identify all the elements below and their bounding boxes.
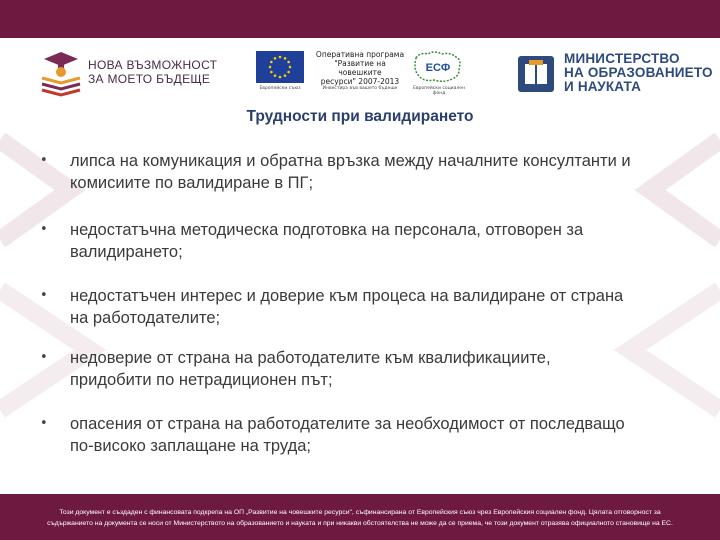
- footer-line1: Този документ е създаден с финансовата подкрепа на ОП „Развитие на човешките ресурси", съфинансирана от Европейския съюз чрез Европейския социален фонд. Цялата отговорност за: [59, 509, 661, 516]
- bullet-line: придобити по нетрадиционен път;: [70, 371, 333, 389]
- bullet-icon: •: [40, 153, 48, 168]
- bullet-icon: •: [40, 222, 48, 237]
- header-band-shape: [0, 0, 720, 38]
- eu-star-icon: [274, 57, 277, 60]
- eu-star-icon: [270, 61, 273, 64]
- bullet-line: недостатъчен интерес и доверие към процеса на валидиране от страна: [70, 287, 624, 305]
- esf-map-icon: [410, 48, 466, 86]
- eu-star-icon: [269, 66, 272, 69]
- graduate-books-icon: [36, 50, 86, 98]
- eu-star-icon: [287, 61, 290, 64]
- bullet-line: опасения от страна на работодателите за необходимост от последващо: [70, 415, 625, 433]
- ministry-logo: [516, 52, 556, 94]
- eu-caption: Европейски съюз: [259, 86, 301, 91]
- op-caption: Инвестира във вашето бъдеще: [322, 86, 398, 91]
- bullet-text: [70, 413, 625, 457]
- nova-vazmozhnost-line2: ЗА МОЕТО БЪДЕЩЕ: [88, 72, 211, 86]
- ministry-emblem-icon: [516, 52, 556, 94]
- ministry-line1: МИНИСТЕРСТВО: [564, 51, 680, 66]
- header-band: [0, 0, 720, 38]
- eu-star-icon: [289, 66, 292, 69]
- eu-star-icon: [274, 74, 277, 77]
- nova-vazmozhnost-text: [88, 58, 218, 86]
- op-line3: ресурси" 2007-2013: [320, 77, 400, 86]
- bullet-line: валидирането;: [70, 243, 183, 261]
- eu-star-icon: [287, 71, 290, 74]
- bullet-icon: •: [40, 350, 48, 365]
- operational-programme-text: [314, 50, 406, 86]
- list-item: [38, 347, 698, 391]
- slide-title: Трудности при валидирането: [246, 108, 474, 125]
- bullet-icon: •: [40, 416, 48, 431]
- ministry-name: [564, 52, 714, 94]
- eu-star-icon: [270, 71, 273, 74]
- eu-star-icon: [284, 57, 287, 60]
- list-item: [38, 285, 698, 329]
- esf-caption: Европейски социален фонд: [413, 86, 465, 96]
- esf-label: ЕСФ: [425, 62, 451, 74]
- bullet-line: липса на комуникация и обратна връзка между началните консултанти и: [70, 152, 631, 170]
- bullet-line: на работодателите;: [70, 309, 221, 327]
- bullet-line: комисиите по валидиране в ПГ;: [70, 174, 314, 192]
- footer-line2: съдържанието на документа се носи от Министерството на образованието и науката и при никакви обстоятелства не може да се приема, че този документ отразява официалното становище на ЕС.: [47, 520, 673, 527]
- eu-star-icon: [279, 56, 282, 59]
- bullet-text: [70, 219, 583, 263]
- op-line2: "Развитие на човешките: [334, 59, 386, 77]
- nova-vazmozhnost-line1: НОВА ВЪЗМОЖНОСТ: [88, 58, 218, 72]
- bullet-text: [70, 150, 631, 194]
- list-item: [38, 219, 698, 263]
- list-item: [38, 150, 698, 194]
- ministry-line3: И НАУКАТА: [564, 79, 642, 94]
- bullet-line: по-високо заплащане на труда;: [70, 437, 311, 455]
- eu-flag-logo: [256, 51, 304, 83]
- bullet-text: [70, 285, 623, 329]
- bullet-text: [70, 347, 551, 391]
- bullet-icon: •: [40, 288, 48, 303]
- eu-star-icon: [279, 76, 282, 79]
- eu-star-icon: [284, 74, 287, 77]
- op-line1: Оперативна програма: [315, 50, 405, 59]
- footer-disclaimer: [10, 507, 710, 529]
- nova-vazmozhnost-logo: [36, 50, 218, 98]
- ministry-line2: НА ОБРАЗОВАНИЕТО: [564, 65, 713, 80]
- list-item: [38, 413, 698, 457]
- bullet-line: недостатъчна методическа подготовка на персонала, отговорен за: [70, 221, 584, 239]
- logos-strip: [0, 38, 720, 108]
- eu-flag-icon: [256, 51, 304, 83]
- footer-band: [0, 494, 720, 540]
- esf-logo: [410, 48, 466, 86]
- bullet-line: недоверие от страна на работодателите към квалификациите,: [70, 349, 551, 367]
